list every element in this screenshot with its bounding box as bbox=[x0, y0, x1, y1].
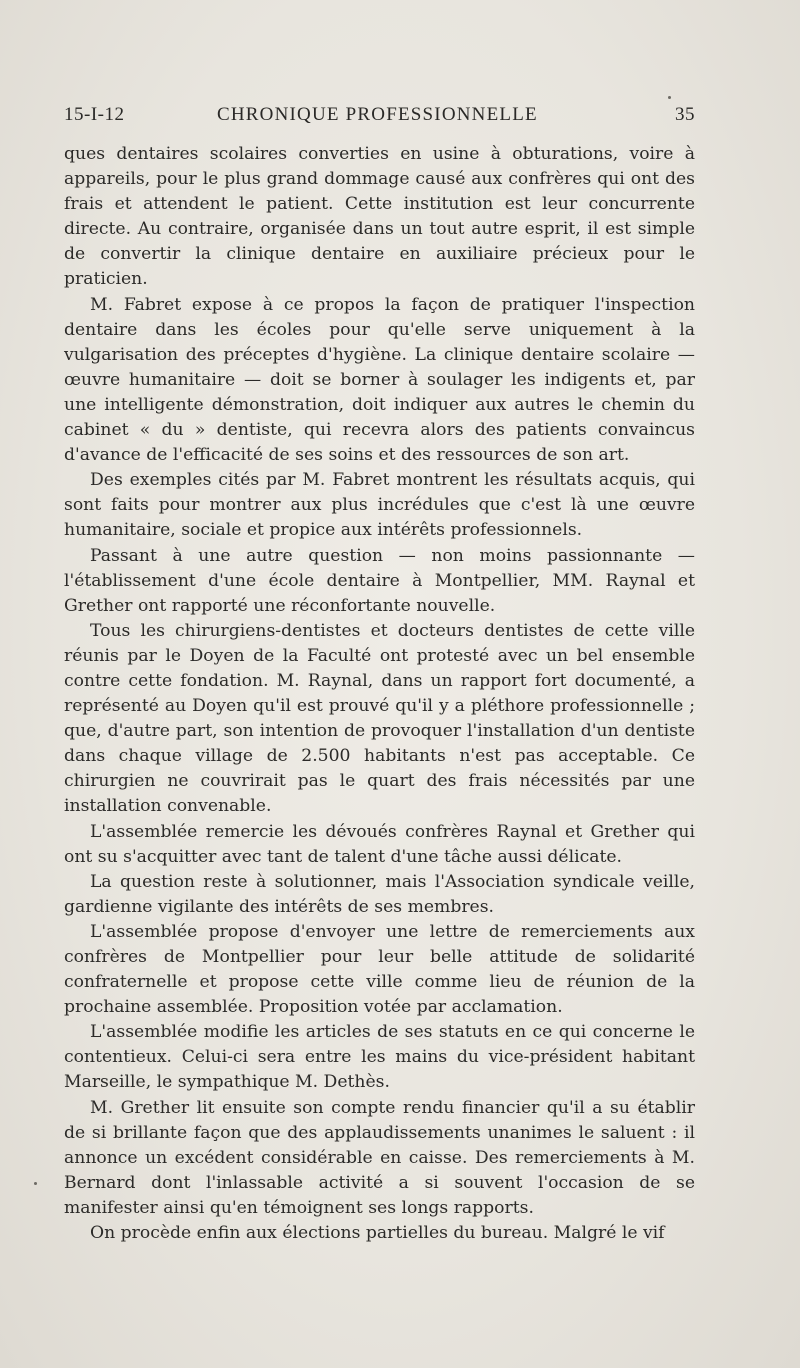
section-title: CHRONIQUE PROFESSIONNELLE bbox=[217, 104, 538, 125]
paragraph: L'assemblée modifie les articles de ses statuts en ce qui concerne le contentieux. Celui-ci sera entre les mains du vice-président habitant Marseille, le sympathique M. Dethès. bbox=[64, 1022, 695, 1093]
paragraph: Tous les chirurgiens-dentistes et docteurs dentistes de cette ville réunis par le Doyen de la Faculté ont protesté avec un bel ensemble contre cette fondation. M. Raynal, dans un rapport fort documenté, a représenté au Doyen qu'il est prouvé qu'il y a pléthore professionnelle ; que, d'autre part, son intention de provoquer l'installation d'un dentiste dans chaque village de 2.500 habitants n'est pas acceptable. Ce chirurgien ne couvrirait pas le quart des frais nécessités par une installation convenable. bbox=[64, 620, 695, 817]
print-speck bbox=[668, 96, 671, 99]
paragraph: M. Fabret expose à ce propos la façon de pratiquer l'inspection dentaire dans les écoles pour qu'elle serve uniquement à la vulgarisation des préceptes d'hygiène. La clinique dentaire scolaire — œuvre humanitaire — doit se borner à soulager les indigents et, par une intelligente démonstration, doit indiquer aux autres le chemin du cabinet « du » dentiste, qui recevra alors des patients convaincus d'avance de l'efficacité de ses soins et des ressources de son art. bbox=[64, 294, 695, 466]
print-speck bbox=[34, 1182, 37, 1185]
paragraph: Des exemples cités par M. Fabret montrent les résultats acquis, qui sont faits pour montrer aux plus incrédules que c'est là une œuvre humanitaire, sociale et propice aux intérêts professionnels. bbox=[64, 470, 695, 541]
paragraph: L'assemblée propose d'envoyer une lettre de remerciements aux confrères de Montpellier pour leur belle attitude de solidarité confraternelle et propose cette ville comme lieu de réunion de la prochaine assemblée. Proposition votée par acclamation. bbox=[64, 921, 695, 1018]
running-head bbox=[64, 104, 695, 134]
page-number: 35 bbox=[675, 104, 695, 125]
paragraph-truncated: On procède enfin aux élections partielles du bureau. Malgré le vif bbox=[90, 1223, 665, 1244]
paragraph-continued: ques dentaires scolaires converties en usine à obturations, voire à appareils, pour le plus grand dommage causé aux confrères qui ont des frais et attendent le patient. Cette institution est leur concurrente directe. Au contraire, organisée dans un tout autre esprit, il est simple de convertir la clinique dentaire en auxiliaire précieux pour le praticien. bbox=[64, 144, 695, 290]
paragraph: La question reste à solutionner, mais l'Association syndicale veille, gardienne vigilante des intérêts de ses membres. bbox=[64, 871, 695, 917]
paragraph: Passant à une autre question — non moins passionnante — l'établissement d'une école dentaire à Montpellier, MM. Raynal et Grether ont rapporté une réconfortante nouvelle. bbox=[64, 545, 695, 616]
paragraph: L'assemblée remercie les dévoués confrères Raynal et Grether qui ont su s'acquitter avec tant de talent d'une tâche aussi délicate. bbox=[64, 821, 695, 867]
issue-date: 15-I-12 bbox=[64, 104, 125, 125]
paragraph: M. Grether lit ensuite son compte rendu financier qu'il a su établir de si brillante façon que des applaudissements unanimes le saluent : il annonce un excédent considérable en caisse. Des remerciements à M. Bernard dont l'inlassable activité a si souvent l'occasion de se manifester ainsi qu'en témoignent ses longs rapports. bbox=[64, 1097, 695, 1218]
article-body bbox=[64, 142, 695, 1246]
